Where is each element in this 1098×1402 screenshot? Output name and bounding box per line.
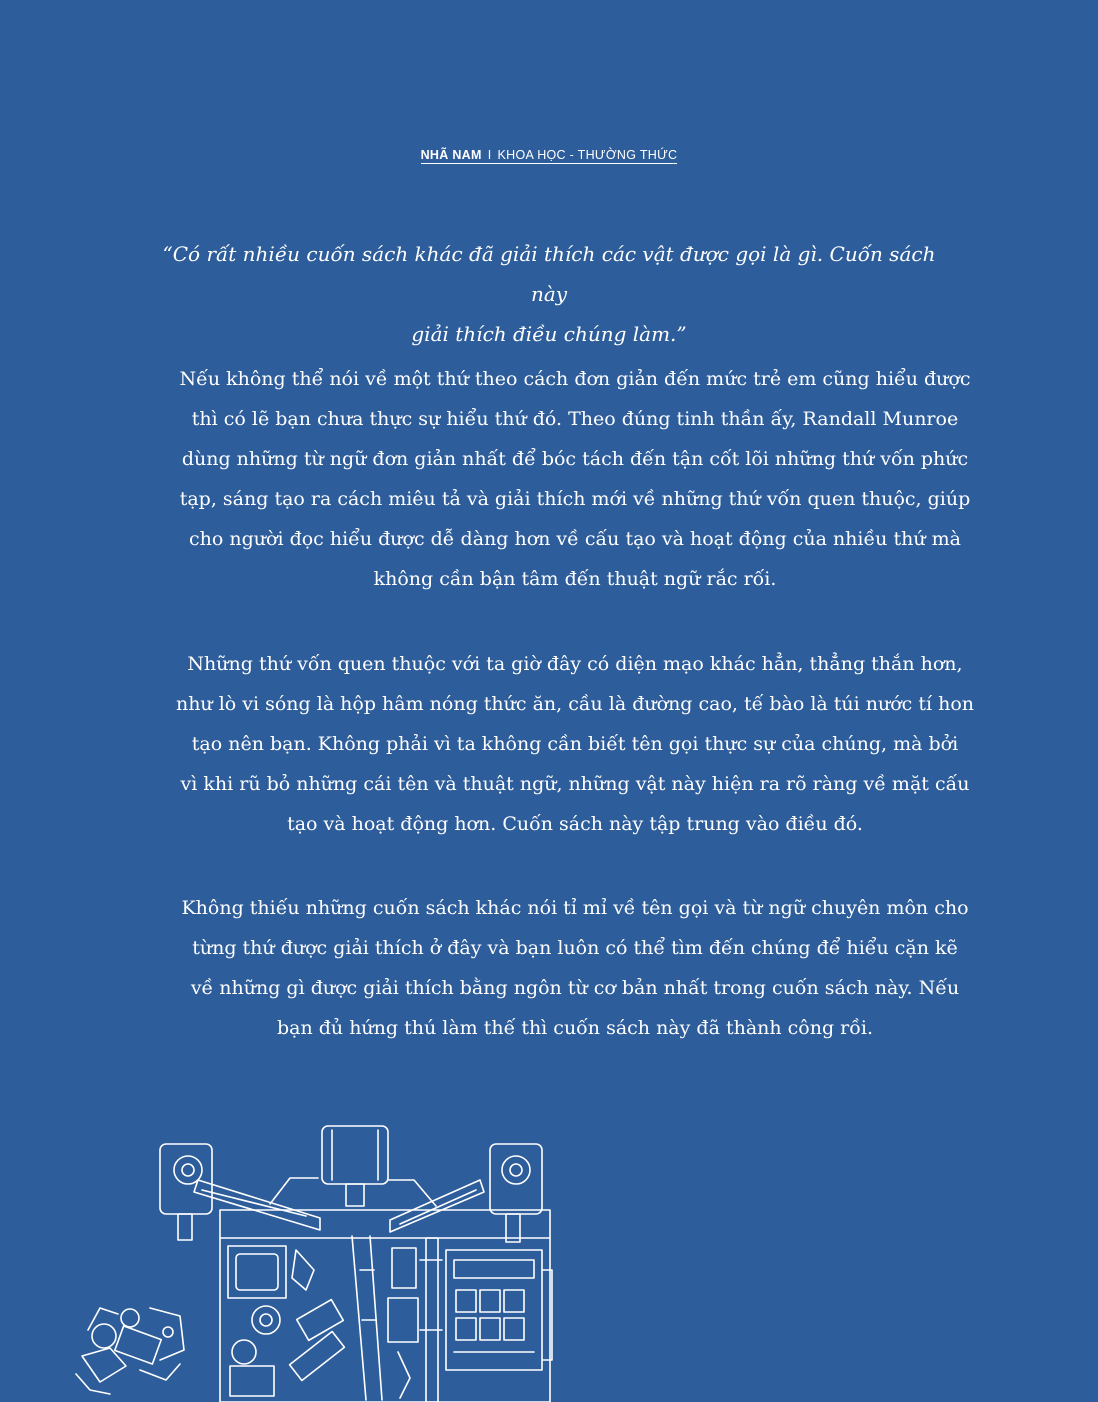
paragraph-line: tạo và hoạt động hơn. Cuốn sách này tập trung vào điều đó. — [287, 813, 863, 835]
paragraph-line: dùng những từ ngữ đơn giản nhất để bóc tách đến tận cốt lõi những thứ vốn phức — [181, 448, 969, 470]
paragraph-line: không cần bận tâm đến thuật ngữ rắc rối. — [373, 568, 777, 590]
publisher-name: NHÃ NAM — [420, 148, 482, 162]
intro-quote — [150, 234, 948, 354]
paragraph-2 — [162, 644, 988, 844]
paragraph-line: Không thiếu những cuốn sách khác nói tỉ mỉ về tên gọi và từ ngữ chuyên môn cho — [181, 897, 969, 919]
paragraph-line: Nếu không thể nói về một thứ theo cách đơn giản đến mức trẻ em cũng hiểu được — [179, 368, 971, 390]
header-separator: I — [487, 148, 492, 162]
quote-line: giải thích điều chúng làm.” — [411, 322, 687, 346]
paragraph-line: như lò vi sóng là hộp hâm nóng thức ăn, cầu là đường cao, tế bào là túi nước tí hon — [175, 693, 975, 715]
quote-line: “Có rất nhiều cuốn sách khác đã giải thích các vật được gọi là gì. Cuốn sách này — [162, 242, 936, 306]
paragraph-3 — [162, 888, 988, 1048]
paragraph-line: về những gì được giải thích bằng ngôn từ cơ bản nhất trong cuốn sách này. Nếu — [190, 977, 960, 999]
paragraph-line: thì có lẽ bạn chưa thực sự hiểu thứ đó. Theo đúng tinh thần ấy, Randall Munroe — [191, 408, 959, 430]
paragraph-line: Những thứ vốn quen thuộc với ta giờ đây có diện mạo khác hẳn, thẳng thắn hơn, — [187, 653, 963, 675]
paragraph-line: từng thứ được giải thích ở đây và bạn luôn có thể tìm đến chúng để hiểu cặn kẽ — [192, 937, 958, 959]
rover-blueprint-icon — [70, 1120, 560, 1402]
paragraph-line: bạn đủ hứng thú làm thế thì cuốn sách này đã thành công rồi. — [276, 1017, 873, 1039]
category-label: KHOA HỌC - THƯỜNG THỨC — [497, 148, 678, 162]
paragraph-line: vì khi rũ bỏ những cái tên và thuật ngữ, những vật này hiện ra rõ ràng về mặt cấu — [180, 773, 970, 795]
series-header-underline — [421, 148, 678, 164]
paragraph-line: tạo nên bạn. Không phải vì ta không cần biết tên gọi thực sự của chúng, mà bởi — [191, 733, 959, 755]
paragraph-line: tạp, sáng tạo ra cách miêu tả và giải thích mới về những thứ vốn quen thuộc, giúp — [179, 488, 971, 510]
series-header — [0, 148, 1098, 164]
paragraph-line: cho người đọc hiểu được dễ dàng hơn về cấu tạo và hoạt động của nhiều thứ mà — [189, 528, 961, 550]
paragraph-1 — [162, 359, 988, 599]
